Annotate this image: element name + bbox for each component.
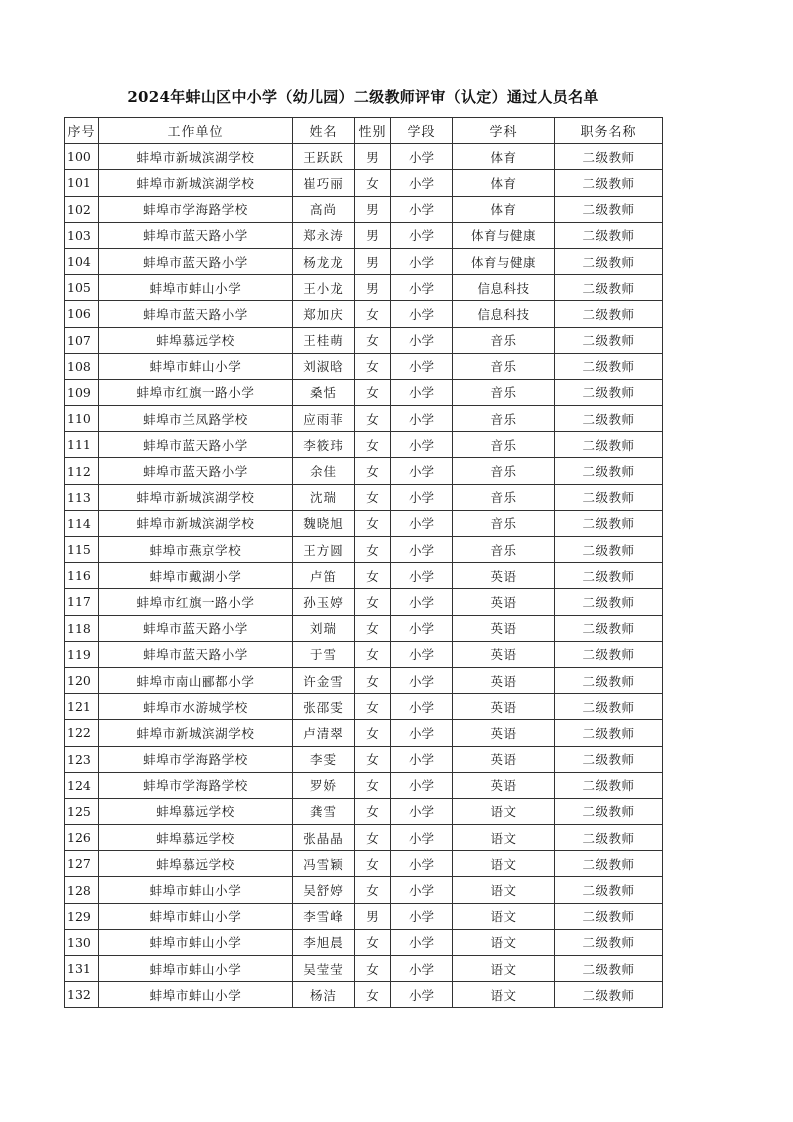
cell-stage: 小学 <box>391 772 453 798</box>
cell-no: 117 <box>65 589 99 615</box>
cell-subject: 语文 <box>453 929 555 955</box>
cell-title: 二级教师 <box>555 772 663 798</box>
cell-title: 二级教师 <box>555 615 663 641</box>
table-row <box>65 746 663 772</box>
cell-stage: 小学 <box>391 903 453 929</box>
cell-unit: 蚌埠市燕京学校 <box>99 537 293 563</box>
cell-title: 二级教师 <box>555 484 663 510</box>
cell-unit: 蚌埠市蚌山小学 <box>99 929 293 955</box>
cell-title: 二级教师 <box>555 877 663 903</box>
cell-stage: 小学 <box>391 406 453 432</box>
cell-gender: 女 <box>355 458 391 484</box>
cell-unit: 蚌埠市蓝天路小学 <box>99 248 293 274</box>
header-stage: 学段 <box>391 118 453 144</box>
cell-name: 郑加庆 <box>293 301 355 327</box>
table-row <box>65 667 663 693</box>
cell-unit: 蚌埠市蓝天路小学 <box>99 222 293 248</box>
cell-name: 许金雪 <box>293 667 355 693</box>
cell-subject: 语文 <box>453 825 555 851</box>
cell-unit: 蚌埠市戴湖小学 <box>99 563 293 589</box>
table-row <box>65 563 663 589</box>
cell-stage: 小学 <box>391 877 453 903</box>
table-row <box>65 825 663 851</box>
cell-no: 131 <box>65 956 99 982</box>
cell-name: 王小龙 <box>293 275 355 301</box>
cell-title: 二级教师 <box>555 406 663 432</box>
cell-gender: 女 <box>355 772 391 798</box>
cell-name: 王跃跃 <box>293 144 355 170</box>
cell-stage: 小学 <box>391 510 453 536</box>
cell-subject: 音乐 <box>453 406 555 432</box>
cell-name: 李筱玮 <box>293 432 355 458</box>
cell-gender: 女 <box>355 379 391 405</box>
table-row <box>65 903 663 929</box>
table-row <box>65 877 663 903</box>
cell-name: 杨龙龙 <box>293 248 355 274</box>
cell-no: 132 <box>65 982 99 1008</box>
cell-unit: 蚌埠市蚌山小学 <box>99 903 293 929</box>
cell-subject: 英语 <box>453 641 555 667</box>
cell-no: 121 <box>65 694 99 720</box>
cell-unit: 蚌埠市蓝天路小学 <box>99 432 293 458</box>
cell-name: 张邵雯 <box>293 694 355 720</box>
cell-unit: 蚌埠市蚌山小学 <box>99 956 293 982</box>
cell-stage: 小学 <box>391 929 453 955</box>
cell-title: 二级教师 <box>555 275 663 301</box>
cell-gender: 女 <box>355 929 391 955</box>
cell-title: 二级教师 <box>555 196 663 222</box>
cell-subject: 音乐 <box>453 510 555 536</box>
cell-subject: 音乐 <box>453 379 555 405</box>
cell-title: 二级教师 <box>555 563 663 589</box>
cell-no: 123 <box>65 746 99 772</box>
table-row <box>65 379 663 405</box>
cell-stage: 小学 <box>391 694 453 720</box>
cell-stage: 小学 <box>391 589 453 615</box>
cell-subject: 英语 <box>453 772 555 798</box>
cell-stage: 小学 <box>391 484 453 510</box>
cell-gender: 男 <box>355 248 391 274</box>
cell-gender: 女 <box>355 589 391 615</box>
cell-gender: 女 <box>355 798 391 824</box>
cell-no: 109 <box>65 379 99 405</box>
cell-title: 二级教师 <box>555 353 663 379</box>
cell-no: 122 <box>65 720 99 746</box>
cell-unit: 蚌埠市蚌山小学 <box>99 877 293 903</box>
cell-unit: 蚌埠市新城滨湖学校 <box>99 484 293 510</box>
table-row <box>65 484 663 510</box>
cell-subject: 语文 <box>453 877 555 903</box>
cell-no: 125 <box>65 798 99 824</box>
cell-subject: 信息科技 <box>453 275 555 301</box>
cell-title: 二级教师 <box>555 667 663 693</box>
cell-title: 二级教师 <box>555 537 663 563</box>
cell-gender: 女 <box>355 877 391 903</box>
cell-no: 112 <box>65 458 99 484</box>
cell-name: 孙玉婷 <box>293 589 355 615</box>
cell-subject: 英语 <box>453 667 555 693</box>
cell-gender: 女 <box>355 484 391 510</box>
cell-unit: 蚌埠慕远学校 <box>99 798 293 824</box>
cell-subject: 语文 <box>453 851 555 877</box>
cell-unit: 蚌埠市红旗一路小学 <box>99 589 293 615</box>
cell-name: 魏晓旭 <box>293 510 355 536</box>
cell-subject: 体育与健康 <box>453 222 555 248</box>
header-no: 序号 <box>65 118 99 144</box>
table-row <box>65 615 663 641</box>
cell-gender: 男 <box>355 144 391 170</box>
cell-title: 二级教师 <box>555 301 663 327</box>
cell-name: 高尚 <box>293 196 355 222</box>
cell-unit: 蚌埠市蚌山小学 <box>99 275 293 301</box>
cell-name: 卢清翠 <box>293 720 355 746</box>
cell-stage: 小学 <box>391 667 453 693</box>
header-name: 姓名 <box>293 118 355 144</box>
table-row <box>65 537 663 563</box>
document-title: 2024年蚌山区中小学（幼儿园）二级教师评审（认定）通过人员名单 <box>127 88 599 106</box>
cell-subject: 英语 <box>453 746 555 772</box>
cell-subject: 语文 <box>453 956 555 982</box>
cell-name: 罗娇 <box>293 772 355 798</box>
cell-gender: 女 <box>355 720 391 746</box>
cell-name: 王桂萌 <box>293 327 355 353</box>
cell-name: 吴莹莹 <box>293 956 355 982</box>
cell-name: 应雨菲 <box>293 406 355 432</box>
cell-gender: 女 <box>355 667 391 693</box>
cell-subject: 体育与健康 <box>453 248 555 274</box>
cell-no: 128 <box>65 877 99 903</box>
header-subject: 学科 <box>453 118 555 144</box>
cell-subject: 语文 <box>453 982 555 1008</box>
cell-no: 103 <box>65 222 99 248</box>
cell-unit: 蚌埠慕远学校 <box>99 327 293 353</box>
cell-subject: 音乐 <box>453 484 555 510</box>
table-row <box>65 275 663 301</box>
cell-subject: 语文 <box>453 903 555 929</box>
cell-no: 110 <box>65 406 99 432</box>
cell-gender: 女 <box>355 170 391 196</box>
cell-stage: 小学 <box>391 196 453 222</box>
cell-no: 119 <box>65 641 99 667</box>
cell-title: 二级教师 <box>555 903 663 929</box>
cell-subject: 英语 <box>453 694 555 720</box>
cell-title: 二级教师 <box>555 170 663 196</box>
cell-name: 桑恬 <box>293 379 355 405</box>
cell-name: 冯雪颖 <box>293 851 355 877</box>
cell-no: 106 <box>65 301 99 327</box>
cell-unit: 蚌埠市蓝天路小学 <box>99 301 293 327</box>
cell-stage: 小学 <box>391 851 453 877</box>
cell-title: 二级教师 <box>555 641 663 667</box>
cell-name: 王方圆 <box>293 537 355 563</box>
cell-gender: 女 <box>355 825 391 851</box>
cell-no: 129 <box>65 903 99 929</box>
table-row <box>65 353 663 379</box>
table-row <box>65 798 663 824</box>
header-unit: 工作单位 <box>99 118 293 144</box>
table-row <box>65 406 663 432</box>
cell-gender: 女 <box>355 327 391 353</box>
cell-unit: 蚌埠市蚌山小学 <box>99 982 293 1008</box>
cell-gender: 男 <box>355 222 391 248</box>
cell-title: 二级教师 <box>555 982 663 1008</box>
table-row <box>65 589 663 615</box>
cell-subject: 英语 <box>453 720 555 746</box>
cell-no: 105 <box>65 275 99 301</box>
cell-no: 114 <box>65 510 99 536</box>
cell-name: 于雪 <box>293 641 355 667</box>
cell-gender: 女 <box>355 510 391 536</box>
cell-gender: 女 <box>355 641 391 667</box>
cell-title: 二级教师 <box>555 379 663 405</box>
cell-no: 116 <box>65 563 99 589</box>
cell-name: 李雯 <box>293 746 355 772</box>
cell-gender: 女 <box>355 353 391 379</box>
cell-unit: 蚌埠市学海路学校 <box>99 746 293 772</box>
cell-gender: 女 <box>355 956 391 982</box>
cell-no: 127 <box>65 851 99 877</box>
cell-stage: 小学 <box>391 275 453 301</box>
cell-subject: 音乐 <box>453 353 555 379</box>
cell-title: 二级教师 <box>555 144 663 170</box>
cell-stage: 小学 <box>391 432 453 458</box>
cell-subject: 体育 <box>453 196 555 222</box>
cell-stage: 小学 <box>391 563 453 589</box>
cell-name: 龚雪 <box>293 798 355 824</box>
cell-stage: 小学 <box>391 956 453 982</box>
cell-no: 115 <box>65 537 99 563</box>
table-row <box>65 327 663 353</box>
cell-subject: 音乐 <box>453 432 555 458</box>
table-body <box>65 144 663 1008</box>
cell-title: 二级教师 <box>555 746 663 772</box>
cell-subject: 音乐 <box>453 537 555 563</box>
cell-stage: 小学 <box>391 458 453 484</box>
cell-gender: 女 <box>355 851 391 877</box>
cell-stage: 小学 <box>391 248 453 274</box>
cell-subject: 语文 <box>453 798 555 824</box>
cell-name: 李雪峰 <box>293 903 355 929</box>
cell-unit: 蚌埠市水游城学校 <box>99 694 293 720</box>
cell-unit: 蚌埠慕远学校 <box>99 851 293 877</box>
table-row <box>65 694 663 720</box>
table-row <box>65 510 663 536</box>
cell-unit: 蚌埠市蓝天路小学 <box>99 458 293 484</box>
table-row <box>65 432 663 458</box>
cell-gender: 女 <box>355 406 391 432</box>
cell-unit: 蚌埠市新城滨湖学校 <box>99 144 293 170</box>
header-title: 职务名称 <box>555 118 663 144</box>
cell-name: 余佳 <box>293 458 355 484</box>
cell-title: 二级教师 <box>555 222 663 248</box>
cell-unit: 蚌埠市学海路学校 <box>99 196 293 222</box>
table-row <box>65 301 663 327</box>
cell-name: 刘淑晗 <box>293 353 355 379</box>
cell-no: 120 <box>65 667 99 693</box>
cell-stage: 小学 <box>391 144 453 170</box>
cell-unit: 蚌埠市新城滨湖学校 <box>99 170 293 196</box>
cell-title: 二级教师 <box>555 851 663 877</box>
cell-gender: 女 <box>355 746 391 772</box>
cell-title: 二级教师 <box>555 327 663 353</box>
cell-gender: 女 <box>355 432 391 458</box>
cell-gender: 男 <box>355 275 391 301</box>
table-row <box>65 170 663 196</box>
cell-unit: 蚌埠市蓝天路小学 <box>99 641 293 667</box>
cell-subject: 信息科技 <box>453 301 555 327</box>
cell-stage: 小学 <box>391 353 453 379</box>
cell-stage: 小学 <box>391 301 453 327</box>
cell-subject: 英语 <box>453 563 555 589</box>
cell-gender: 女 <box>355 615 391 641</box>
cell-name: 吴舒婷 <box>293 877 355 903</box>
cell-gender: 女 <box>355 694 391 720</box>
cell-unit: 蚌埠慕远学校 <box>99 825 293 851</box>
table-row <box>65 982 663 1008</box>
cell-subject: 英语 <box>453 615 555 641</box>
cell-title: 二级教师 <box>555 589 663 615</box>
header-gender: 性别 <box>355 118 391 144</box>
cell-title: 二级教师 <box>555 458 663 484</box>
cell-subject: 体育 <box>453 144 555 170</box>
cell-unit: 蚌埠市蓝天路小学 <box>99 615 293 641</box>
table-row <box>65 144 663 170</box>
cell-no: 113 <box>65 484 99 510</box>
cell-title: 二级教师 <box>555 956 663 982</box>
cell-stage: 小学 <box>391 720 453 746</box>
cell-title: 二级教师 <box>555 929 663 955</box>
cell-subject: 音乐 <box>453 458 555 484</box>
cell-no: 108 <box>65 353 99 379</box>
cell-title: 二级教师 <box>555 720 663 746</box>
cell-name: 崔巧丽 <box>293 170 355 196</box>
cell-no: 124 <box>65 772 99 798</box>
cell-gender: 女 <box>355 537 391 563</box>
table-row <box>65 458 663 484</box>
cell-stage: 小学 <box>391 746 453 772</box>
table-row <box>65 222 663 248</box>
cell-name: 张晶晶 <box>293 825 355 851</box>
cell-no: 126 <box>65 825 99 851</box>
cell-no: 100 <box>65 144 99 170</box>
table-row <box>65 248 663 274</box>
cell-stage: 小学 <box>391 327 453 353</box>
cell-name: 卢笛 <box>293 563 355 589</box>
cell-gender: 男 <box>355 196 391 222</box>
cell-no: 107 <box>65 327 99 353</box>
cell-stage: 小学 <box>391 982 453 1008</box>
cell-stage: 小学 <box>391 615 453 641</box>
cell-gender: 女 <box>355 982 391 1008</box>
cell-subject: 英语 <box>453 589 555 615</box>
cell-unit: 蚌埠市新城滨湖学校 <box>99 510 293 536</box>
cell-unit: 蚌埠市红旗一路小学 <box>99 379 293 405</box>
cell-no: 111 <box>65 432 99 458</box>
cell-name: 杨洁 <box>293 982 355 1008</box>
table-row <box>65 196 663 222</box>
cell-gender: 女 <box>355 301 391 327</box>
cell-title: 二级教师 <box>555 694 663 720</box>
cell-stage: 小学 <box>391 798 453 824</box>
cell-gender: 女 <box>355 563 391 589</box>
table-header-row <box>65 118 663 144</box>
cell-no: 118 <box>65 615 99 641</box>
cell-title: 二级教师 <box>555 432 663 458</box>
cell-stage: 小学 <box>391 222 453 248</box>
cell-unit: 蚌埠市学海路学校 <box>99 772 293 798</box>
cell-unit: 蚌埠市蚌山小学 <box>99 353 293 379</box>
table-row <box>65 929 663 955</box>
cell-name: 郑永涛 <box>293 222 355 248</box>
table-row <box>65 956 663 982</box>
table-row <box>65 772 663 798</box>
cell-no: 101 <box>65 170 99 196</box>
cell-title: 二级教师 <box>555 248 663 274</box>
cell-stage: 小学 <box>391 379 453 405</box>
cell-no: 104 <box>65 248 99 274</box>
cell-unit: 蚌埠市兰凤路学校 <box>99 406 293 432</box>
cell-name: 刘瑞 <box>293 615 355 641</box>
cell-stage: 小学 <box>391 641 453 667</box>
cell-no: 102 <box>65 196 99 222</box>
cell-title: 二级教师 <box>555 825 663 851</box>
table-row <box>65 641 663 667</box>
cell-unit: 蚌埠市新城滨湖学校 <box>99 720 293 746</box>
cell-title: 二级教师 <box>555 510 663 536</box>
cell-unit: 蚌埠市南山郦都小学 <box>99 667 293 693</box>
table-row <box>65 720 663 746</box>
cell-name: 沈瑞 <box>293 484 355 510</box>
cell-stage: 小学 <box>391 170 453 196</box>
cell-subject: 体育 <box>453 170 555 196</box>
cell-subject: 音乐 <box>453 327 555 353</box>
cell-stage: 小学 <box>391 825 453 851</box>
cell-no: 130 <box>65 929 99 955</box>
teacher-roster-table <box>64 117 663 1008</box>
cell-stage: 小学 <box>391 537 453 563</box>
table-row <box>65 851 663 877</box>
cell-gender: 男 <box>355 903 391 929</box>
cell-title: 二级教师 <box>555 798 663 824</box>
cell-name: 李旭晨 <box>293 929 355 955</box>
